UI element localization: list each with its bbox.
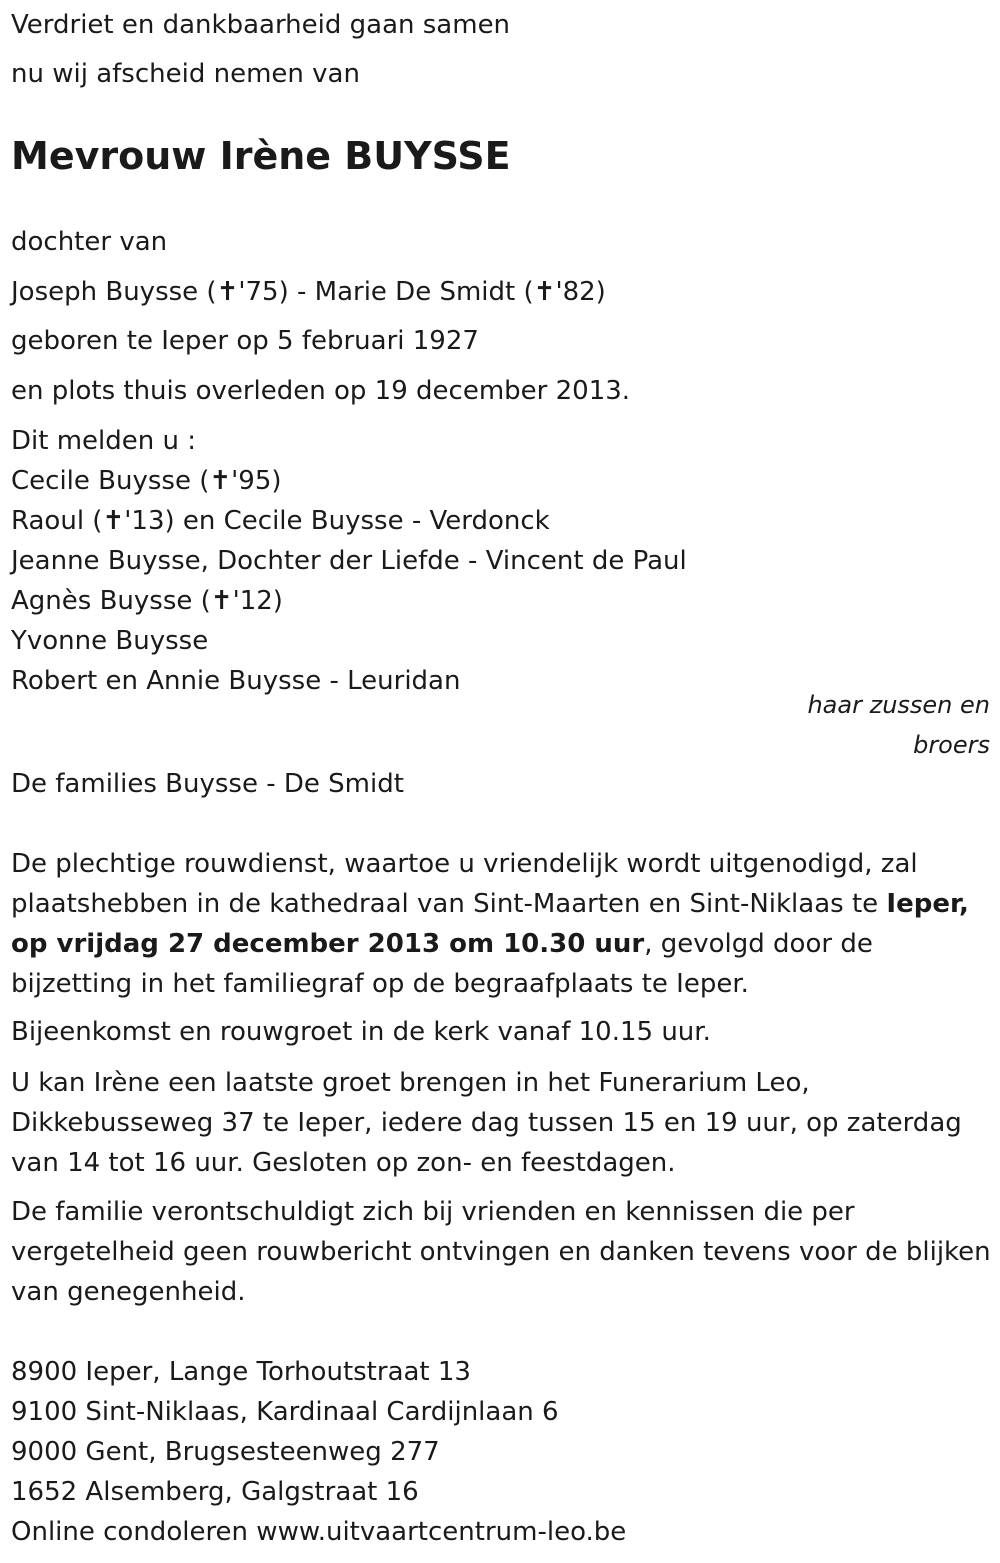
intro-line-2: nu wij afscheid nemen van (11, 59, 360, 89)
sibling-item: Robert en Annie Buysse - Leuridan (11, 666, 461, 696)
cross-icon: ✝ (210, 586, 233, 616)
father-year: '75) - Marie De Smidt ( (238, 277, 534, 307)
sibling-name: Agnès Buysse ( (11, 586, 211, 616)
address-line: 9000 Gent, Brugsesteenweg 277 (11, 1437, 440, 1467)
sibling-item: Yvonne Buysse (11, 626, 209, 656)
announcers-intro: Dit melden u : (11, 426, 196, 456)
families-line: De families Buysse - De Smidt (11, 769, 404, 799)
service-datetime: Ieper, op vrijdag 27 december 2013 om 10.30 uur (11, 889, 969, 959)
online-condolence-line: Online condoleren www.uitvaartcentrum-leo.be (11, 1517, 627, 1547)
sibling-item: Jeanne Buysse, Dochter der Liefde - Vincent de Paul (11, 546, 687, 576)
visitation-paragraph: U kan Irène een laatste groet brengen in het Funerarium Leo, Dikkebusseweg 37 te Ieper, iedere dag tussen 15 en 19 uur, op zaterdag van 14 tot 16 uur. Gesloten op zon- en feestdagen. (11, 1068, 962, 1178)
died-line: en plots thuis overleden op 19 december 2013. (11, 376, 631, 406)
sibling-item (11, 501, 550, 541)
cross-icon: ✝ (533, 277, 556, 307)
gathering-paragraph: Bijeenkomst en rouwgroet in de kerk vanaf 10.15 uur. (11, 1017, 711, 1047)
deceased-name: Mevrouw Irène BUYSSE (11, 134, 511, 178)
address-line: 9100 Sint-Niklaas, Kardinaal Cardijnlaan 6 (11, 1397, 559, 1427)
address-line: 1652 Alsemberg, Galgstraat 16 (11, 1477, 419, 1507)
siblings-caption-line-2: broers (913, 731, 990, 759)
cross-icon: ✝ (216, 277, 239, 307)
sibling-name: Cecile Buysse ( (11, 466, 210, 496)
service-paragraph (11, 844, 991, 1004)
cross-icon: ✝ (209, 466, 232, 496)
sibling-detail: '13) en Cecile Buysse - Verdonck (124, 506, 550, 536)
sibling-item (11, 461, 282, 501)
born-line: geboren te Ieper op 5 februari 1927 (11, 326, 479, 356)
service-text-end: , gevolgd door de bijzetting in het familiegraf op de begraafplaats te Ieper. (11, 929, 873, 999)
cross-icon: ✝ (102, 506, 125, 536)
sibling-detail: '12) (232, 586, 283, 616)
mother-year: '82) (555, 277, 606, 307)
siblings-caption-line-1: haar zussen en (807, 691, 990, 719)
sibling-item (11, 581, 283, 621)
apology-paragraph: De familie verontschuldigt zich bij vrienden en kennissen die per vergetelheid geen rouwbericht ontvingen en danken tevens voor de blijken van genegenheid. (11, 1197, 991, 1307)
sibling-name: Raoul ( (11, 506, 103, 536)
father-text: Joseph Buysse ( (11, 277, 217, 307)
address-line: 8900 Ieper, Lange Torhoutstraat 13 (11, 1357, 471, 1387)
service-text: De plechtige rouwdienst, waartoe u vriendelijk wordt uitgenodigd, zal plaatshebben in de kathedraal van Sint-Maarten en Sint-Niklaas te (11, 849, 918, 919)
sibling-detail: '95) (231, 466, 282, 496)
intro-line-1: Verdriet en dankbaarheid gaan samen (11, 10, 511, 40)
parents-line (11, 272, 606, 312)
parents-intro: dochter van (11, 227, 168, 257)
